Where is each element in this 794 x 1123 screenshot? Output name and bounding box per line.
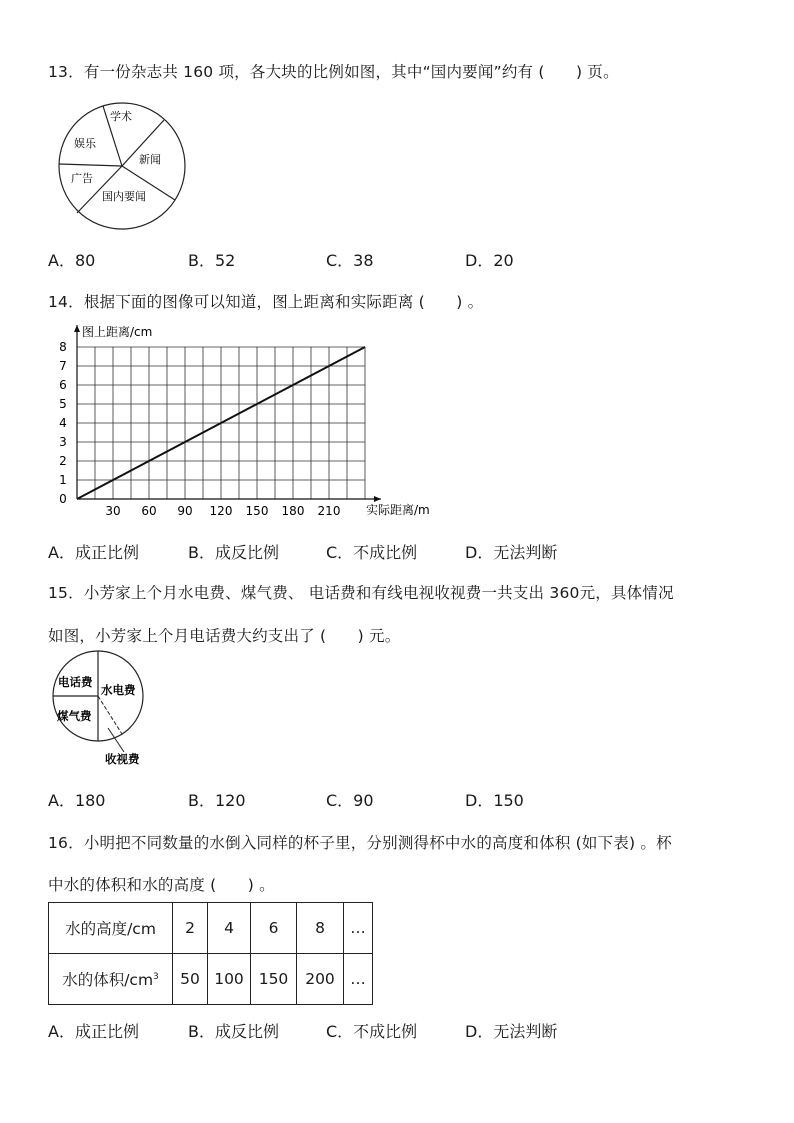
q15-stem-line1: 15．小芳家上个月水电费、煤气费、 电话费和有线电视收视费一共支出 360元，具体情况 <box>48 584 674 602</box>
table-cell: 50 <box>173 954 208 1005</box>
table-cell: 100 <box>208 954 251 1005</box>
q13-option-a[interactable]: A．80 <box>48 251 96 270</box>
table-row <box>49 954 373 1005</box>
q13-option-d[interactable]: D．20 <box>465 251 514 270</box>
y-tick-label: 6 <box>59 378 67 392</box>
volume-header-text: 水的体积/cm <box>62 971 154 989</box>
y-tick-label: 8 <box>59 340 67 354</box>
q14-option-b[interactable]: B．成反比例 <box>188 543 279 562</box>
table-row <box>49 903 373 954</box>
x-tick-label: 150 <box>245 504 269 518</box>
q15-option-b[interactable]: B．120 <box>188 791 246 810</box>
q15-stem-line2: 如图，小芳家上个月电话费大约支出了 ( ) 元。 <box>48 627 401 645</box>
pie-label-xinwen: 新闻 <box>139 153 161 166</box>
x-tick-label: 90 <box>177 504 193 518</box>
pie-label-guonei: 国内要闻 <box>102 190 146 203</box>
q14-option-c[interactable]: C．不成比例 <box>326 543 418 562</box>
q16-stem-line2: 中水的体积和水的高度 ( ) 。 <box>48 876 275 894</box>
table-cell: 200 <box>297 954 344 1005</box>
y-tick-label: 3 <box>59 435 67 449</box>
x-tick-label: 210 <box>317 504 341 518</box>
pie-label-xueshu: 学术 <box>110 110 132 123</box>
pie-label-shuidian: 水电费 <box>101 683 136 697</box>
q15-option-d[interactable]: D．150 <box>465 791 524 810</box>
q15-option-c[interactable]: C．90 <box>326 791 374 810</box>
q16-data-table <box>48 902 373 1005</box>
q14-stem: 14．根据下面的图像可以知道，图上距离和实际距离 ( ) 。 <box>48 293 484 311</box>
table-cell: 4 <box>208 903 251 954</box>
q13-stem: 13．有一份杂志共 160 项，各大块的比例如图，其中“国内要闻”约有 ( ) 页。 <box>48 63 619 81</box>
chart-x-axis-label: 实际距离/m <box>366 503 430 517</box>
pie-label-dianhua: 电话费 <box>58 675 93 689</box>
q15-option-a[interactable]: A．180 <box>48 791 106 810</box>
q16-option-a[interactable]: A．成正比例 <box>48 1022 139 1041</box>
y-tick-label: 0 <box>59 492 67 506</box>
table-cell: … <box>344 903 373 954</box>
table-header-height: 水的高度/cm <box>49 903 173 954</box>
q15-pie-chart <box>50 650 160 770</box>
q13-pie-chart <box>52 96 192 236</box>
pie-label-guanggao: 广告 <box>71 172 93 185</box>
x-tick-label: 30 <box>105 504 121 518</box>
y-tick-label: 5 <box>59 397 67 411</box>
pie-label-yule: 娱乐 <box>74 137 96 150</box>
q13-option-c[interactable]: C．38 <box>326 251 374 270</box>
table-cell: 6 <box>251 903 297 954</box>
chart-y-axis-label: 图上距离/cm <box>82 325 153 339</box>
y-tick-label: 1 <box>59 473 67 487</box>
y-tick-label: 2 <box>59 454 67 468</box>
x-axis-arrow <box>374 496 381 502</box>
table-cell: 8 <box>297 903 344 954</box>
q16-option-d[interactable]: D．无法判断 <box>465 1022 558 1041</box>
chart-ticks <box>59 340 340 518</box>
q14-option-d[interactable]: D．无法判断 <box>465 543 558 562</box>
q14-line-chart <box>48 318 448 523</box>
table-header-volume <box>49 954 173 1005</box>
table-cell: 2 <box>173 903 208 954</box>
pie-label-meiqi: 煤气费 <box>57 709 92 723</box>
x-tick-label: 60 <box>141 504 157 518</box>
q16-option-c[interactable]: C．不成比例 <box>326 1022 418 1041</box>
x-tick-label: 180 <box>281 504 305 518</box>
table-cell: … <box>344 954 373 1005</box>
y-axis-arrow <box>74 325 80 332</box>
x-tick-label: 120 <box>209 504 233 518</box>
q16-option-b[interactable]: B．成反比例 <box>188 1022 279 1041</box>
table-cell: 150 <box>251 954 297 1005</box>
pie-label-shoushi: 收视费 <box>105 752 140 766</box>
y-tick-label: 4 <box>59 416 67 430</box>
q14-option-a[interactable]: A．成正比例 <box>48 543 139 562</box>
q16-stem-line1: 16．小明把不同数量的水倒入同样的杯子里，分别测得杯中水的高度和体积 (如下表) 。杯 <box>48 834 672 852</box>
q13-option-b[interactable]: B．52 <box>188 251 236 270</box>
y-tick-label: 7 <box>59 359 67 373</box>
volume-header-sup: 3 <box>153 971 159 982</box>
